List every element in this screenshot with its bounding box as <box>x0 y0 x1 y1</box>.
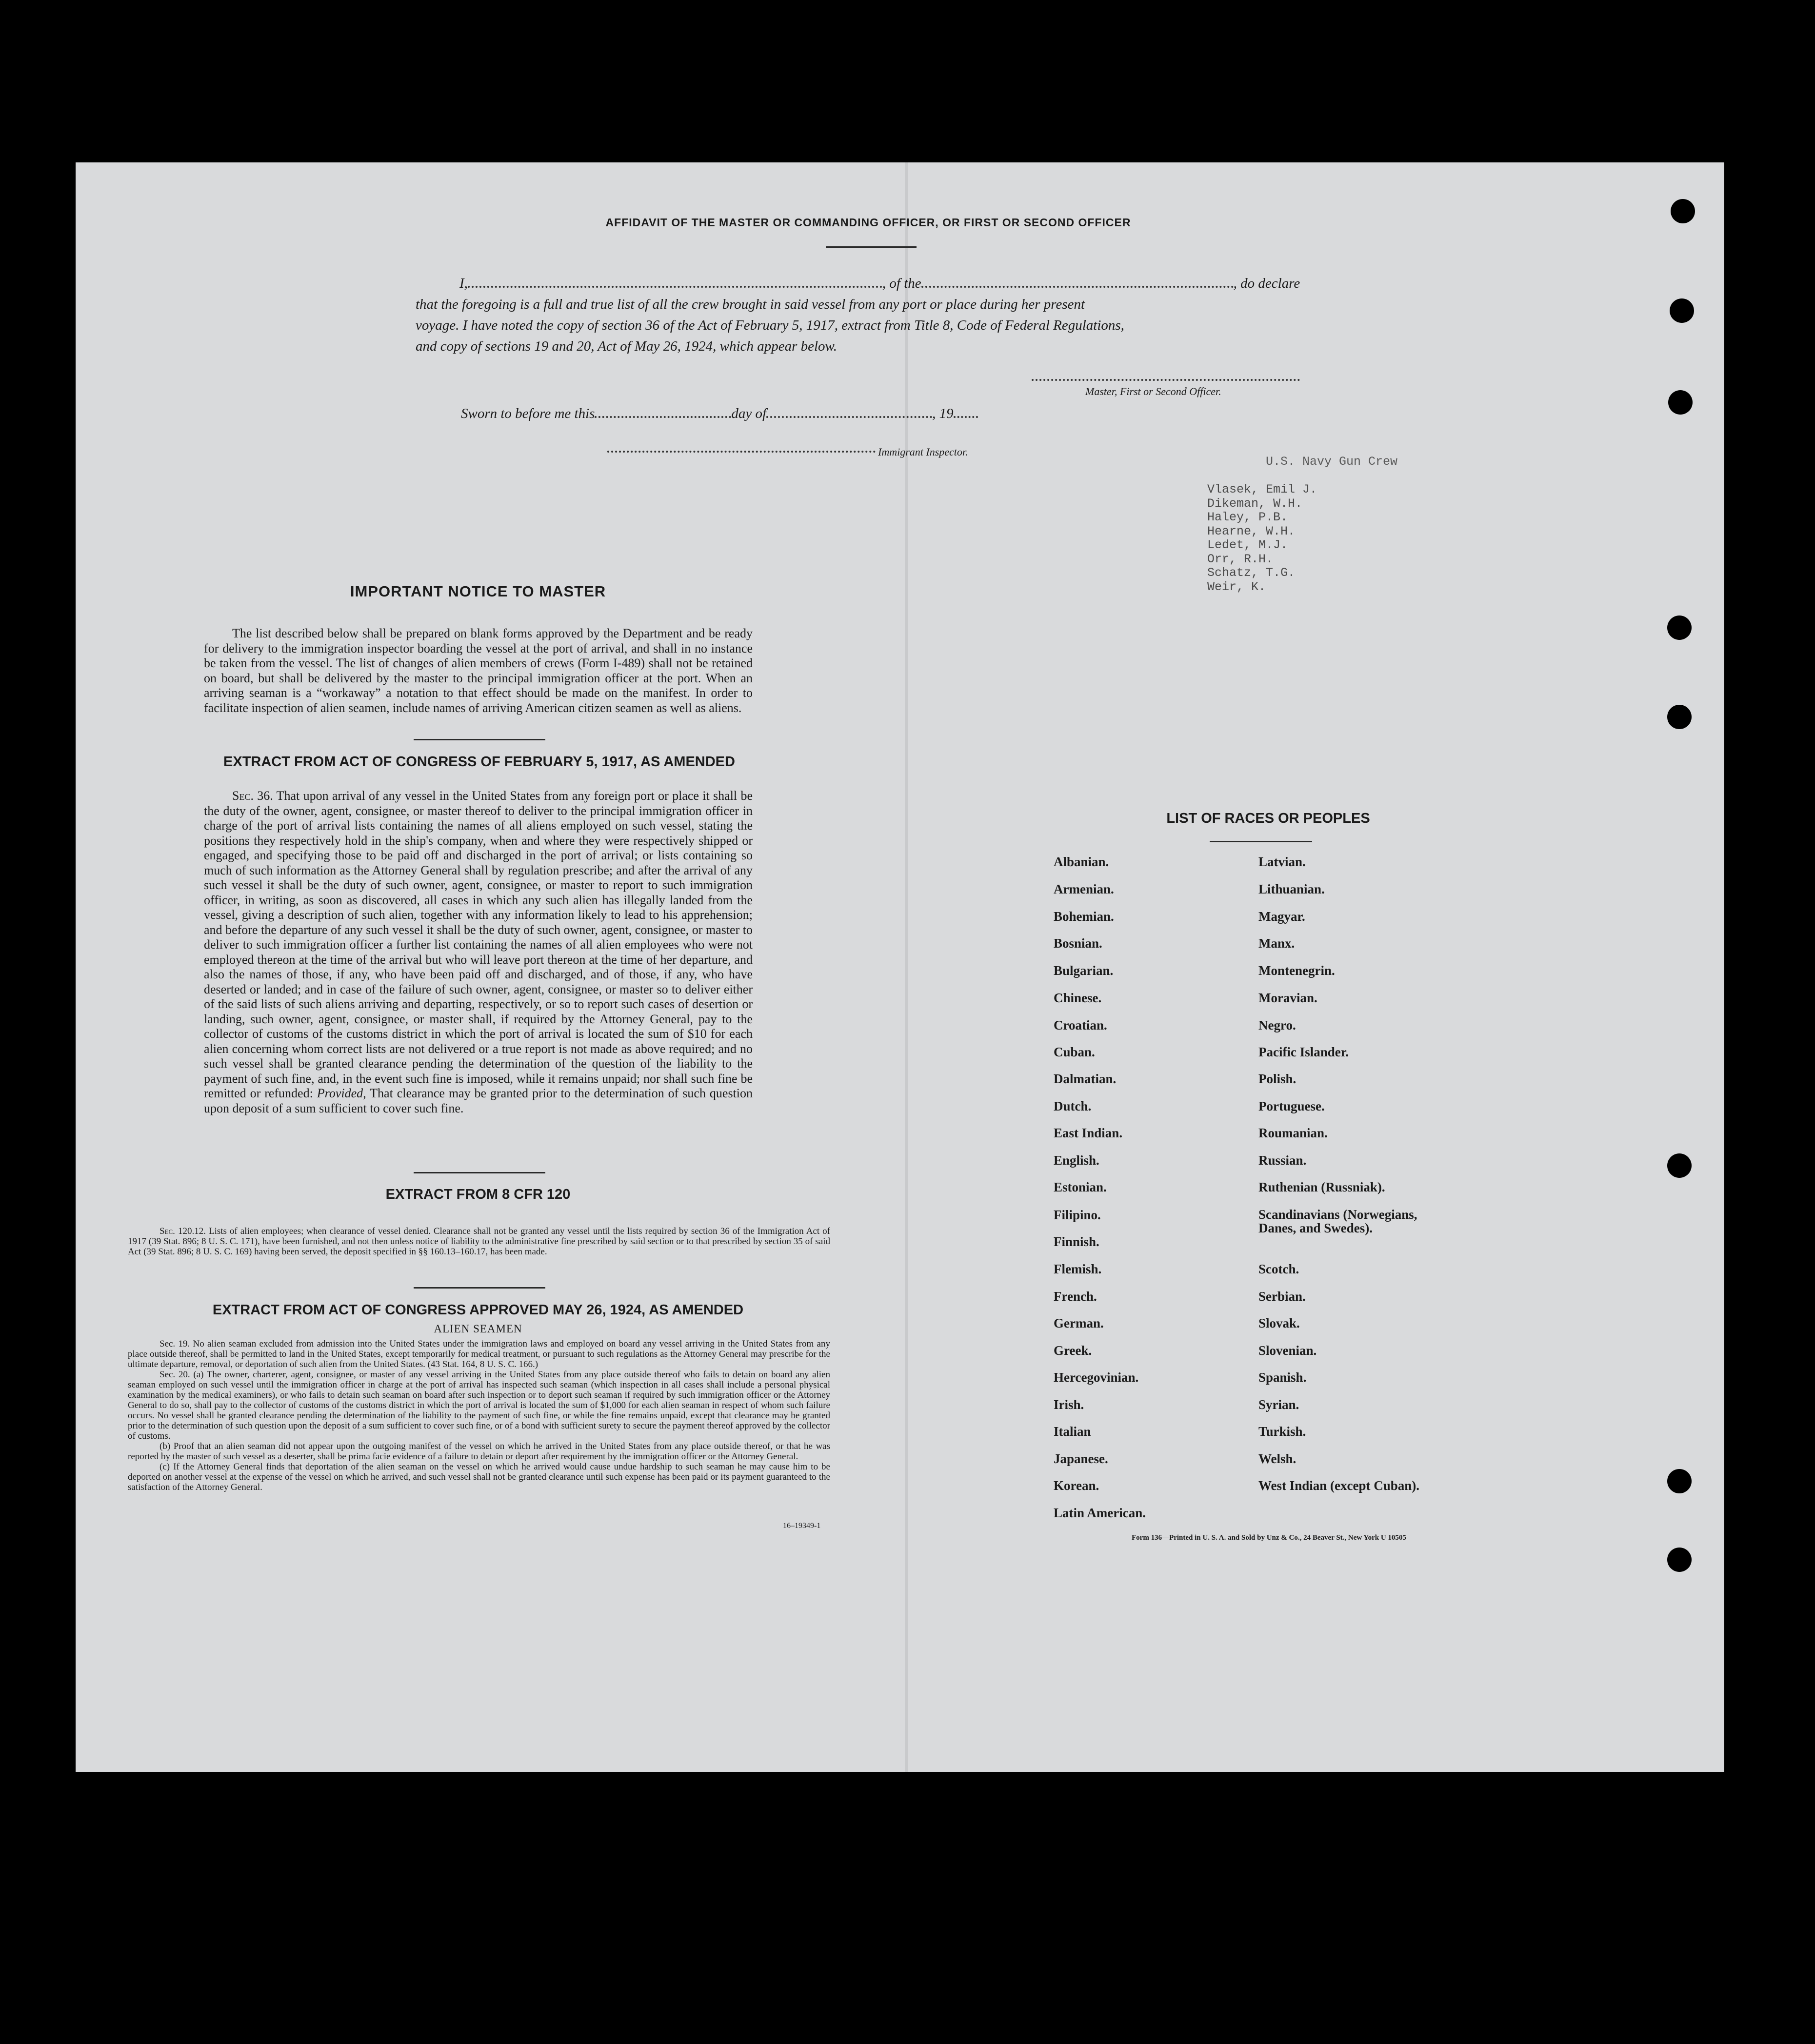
crew-heading: U.S. Navy Gun Crew <box>1266 455 1398 469</box>
race-item: Slovenian. <box>1258 1343 1317 1358</box>
race-item: Hercegovinian. <box>1054 1370 1139 1385</box>
race-item: Bulgarian. <box>1054 963 1114 978</box>
crew-name: Vlasek, Emil J. <box>1207 482 1317 496</box>
crew-name: Dikeman, W.H. <box>1207 496 1303 511</box>
sec36-label: Sec. 36. <box>232 789 273 803</box>
race-item: Japanese. <box>1054 1451 1108 1466</box>
race-item: Slovak. <box>1258 1316 1300 1330</box>
race-item: Lithuanian. <box>1258 882 1325 896</box>
race-item: Flemish. <box>1054 1262 1102 1276</box>
sworn-label: Sworn to before me this <box>461 406 595 421</box>
sec20a-paragraph: Sec. 20. (a) The owner, charterer, agent, consignee, or master of any vessel arriving in the United States from any place outside thereof who fails to detain on board any alien seaman employed on such vessel until the immigration officer in charge at the port of arrival has inspected such seaman (which inspection in all cases shall include a personal physical examination by the medical examiners), or who fails to detain such seaman on board after such inspection or to deport such seaman if required by such immigration officer or the Attorney General to do so, shall pay to the collector of customs of the customs district in which the port of arrival is located the sum of $1,000 for each alien seaman in respect of whom such failure occurs. No vessel shall be granted clearance pending the determination of the liability to the payment of such fine, or while the fine remains unpaid, except that clearance may be granted prior to the determination of such question upon the deposit of a sum sufficient to cover such fine, or of a bond with sufficient surety to secure the payment thereof approved by the collector of customs. <box>128 1369 830 1441</box>
race-item: Turkish. <box>1258 1424 1306 1439</box>
extract1924-heading: EXTRACT FROM ACT OF CONGRESS APPROVED MAY 26, 1924, AS AMENDED <box>212 1302 744 1318</box>
race-item: Montenegrin. <box>1258 963 1335 978</box>
races-heading: LIST OF RACES OR PEOPLES <box>1166 811 1370 826</box>
extract1924-body <box>128 1339 830 1492</box>
race-item: Serbian. <box>1258 1289 1306 1304</box>
affidavit-line-4: and copy of sections 19 and 20, Act of May 26, 1924, which appear below. <box>416 338 837 354</box>
sec20c-paragraph: (c) If the Attorney General finds that deportation of the alien seaman on the vessel on which he arrived would cause undue hardship to such seaman he may cause him to be deported on another vessel at the expense of the vessel on which he arrived, and such vessel shall not be granted clearance until such expense has been paid or its payment guaranteed to the satisfaction of the Attorney General. <box>128 1462 830 1492</box>
crew-name: Haley, P.B. <box>1207 510 1288 524</box>
sec20b-paragraph: (b) Proof that an alien seaman did not appear upon the outgoing manifest of the vessel on which he arrived in the United States from any place outside thereof, or that he was reported by the master of such vessel as a deserter, shall be prima facie evidence of a failure to detain or deport after requirement by the immigration officer or the Attorney General. <box>128 1441 830 1462</box>
race-item: Bosnian. <box>1054 936 1102 951</box>
extract1917-heading: EXTRACT FROM ACT OF CONGRESS OF FEBRUARY 5, 1917, AS AMENDED <box>223 754 735 770</box>
fold-line <box>905 162 908 1772</box>
race-item: West Indian (except Cuban). <box>1258 1478 1420 1493</box>
proviso-label: Provided, <box>317 1086 366 1100</box>
race-item: Spanish. <box>1258 1370 1307 1385</box>
race-item: Dalmatian. <box>1054 1072 1117 1086</box>
section-rule <box>414 1172 545 1173</box>
race-item: Filipino. <box>1054 1208 1101 1222</box>
punch-hole <box>1667 1153 1692 1178</box>
race-item: Roumanian. <box>1258 1126 1328 1140</box>
cfr-sec-label: Sec. 120.12. <box>160 1226 206 1236</box>
punch-hole <box>1671 199 1695 223</box>
race-item: Dutch. <box>1054 1099 1092 1113</box>
race-item: English. <box>1054 1153 1099 1168</box>
race-item: Magyar. <box>1258 909 1305 924</box>
race-item: Estonian. <box>1054 1180 1107 1194</box>
race-item: Ruthenian (Russniak). <box>1258 1180 1385 1194</box>
race-item: Scandinavians (Norwegians, Danes, and Swedes). <box>1258 1207 1417 1235</box>
affidavit-block <box>416 273 1333 357</box>
race-item: Latin American. <box>1054 1506 1146 1520</box>
race-item: Latvian. <box>1258 854 1306 869</box>
vessel-name-blank <box>921 286 1234 288</box>
race-item: Chinese. <box>1054 991 1102 1005</box>
race-item: French. <box>1054 1289 1097 1304</box>
section-rule <box>414 1287 545 1289</box>
master-signature-blank <box>1032 379 1300 381</box>
race-item: Negro. <box>1258 1018 1296 1032</box>
race-item: Portuguese. <box>1258 1099 1325 1113</box>
master-caption: Master, First or Second Officer. <box>1085 385 1221 397</box>
race-item: Manx. <box>1258 936 1295 951</box>
of-the-label: , of the <box>882 276 921 291</box>
form-code: 16–19349-1 <box>783 1522 821 1530</box>
proviso-text: That clearance may be granted prior to the determination of such question upon deposit of a sum sufficient to cover such fine. <box>204 1086 753 1115</box>
sworn-line <box>461 406 978 422</box>
sworn-day-blank <box>595 416 731 418</box>
race-item: Korean. <box>1054 1478 1099 1493</box>
race-item: Cuban. <box>1054 1045 1095 1059</box>
punch-hole <box>1667 1548 1692 1572</box>
extract1917-body <box>204 789 753 1116</box>
do-declare-label: , do declare <box>1233 276 1300 291</box>
affidavit-heading: AFFIDAVIT OF THE MASTER OR COMMANDING OFFICER, OR FIRST OR SECOND OFFICER <box>605 216 1131 229</box>
race-item: Russian. <box>1258 1153 1307 1168</box>
notice-heading: IMPORTANT NOTICE TO MASTER <box>350 583 606 600</box>
race-item: Bohemian. <box>1054 909 1114 924</box>
extract1924-subheading: ALIEN SEAMEN <box>434 1323 522 1335</box>
heading-rule <box>826 246 917 248</box>
section-rule <box>414 739 545 740</box>
cfr-body <box>128 1226 830 1257</box>
sworn-year-blank <box>954 416 978 418</box>
notice-body: The list described below shall be prepared on blank forms approved by the Department and be ready for delivery to the immigration inspector boarding the vessel at the port of arrival, and shall in no instance be taken from the vessel. The list of changes of alien members of crews (Form I-489) shall not be retained on board, but shall be delivered by the master to the principal immigration officer at the port. When an arriving seaman is a “workaway” a notation to that effect should be made on the manifest. In order to facilitate inspection of alien seamen, include names of arriving American citizen seamen as well as aliens. <box>204 626 753 715</box>
race-item: Syrian. <box>1258 1397 1299 1412</box>
punch-hole <box>1667 1469 1692 1493</box>
cfr-heading: EXTRACT FROM 8 CFR 120 <box>385 1187 571 1202</box>
punch-hole <box>1667 615 1692 640</box>
crew-name: Orr, R.H. <box>1207 552 1274 566</box>
punch-hole <box>1670 298 1694 323</box>
race-item: Moravian. <box>1258 991 1317 1005</box>
cfr-text: Lists of alien employees; when clearance of vessel denied. Clearance shall not be granted any vessel until the lists required by section 36 of the Immigration Act of 1917 (39 Stat. 896; 8 U. S. C. 171), have been furnished, and not then unless notice of liability to the administrative fine prescribed by said section or to that prescribed by section 35 of said Act (39 Stat. 896; 8 U. S. C. 169) having been served, the deposit specified in §§ 160.13–160.17, has been made. <box>128 1226 830 1257</box>
affidavit-line-2: that the foregoing is a full and true list of all the crew brought in said vessel from any port or place during her present <box>416 297 1085 312</box>
affidavit-line-3: voyage. I have noted the copy of section 36 of the Act of February 5, 1917, extract from Title 8, Code of Federal Regulations, <box>416 318 1124 333</box>
printer-imprint: Form 136—Printed in U. S. A. and Sold by Unz & Co., 24 Beaver St., New York U 10505 <box>1132 1534 1406 1542</box>
race-item: Finnish. <box>1054 1234 1099 1249</box>
inspector-signature-blank <box>607 451 876 453</box>
race-item: Albanian. <box>1054 854 1109 869</box>
year-label: , 19 <box>932 406 954 421</box>
affidavit-line-1 <box>416 273 1333 294</box>
crew-name: Ledet, M.J. <box>1207 538 1288 552</box>
race-item: Armenian. <box>1054 882 1114 896</box>
crew-list <box>1207 483 1317 594</box>
race-item: German. <box>1054 1316 1104 1330</box>
punch-hole <box>1668 390 1693 415</box>
race-item: Scotch. <box>1258 1262 1299 1276</box>
race-item: Greek. <box>1054 1343 1092 1358</box>
race-item: Irish. <box>1054 1397 1084 1412</box>
sec36-text: That upon arrival of any vessel in the United States from any foreign port or place it shall be the duty of the owner, agent, consignee, or master thereof to deliver to the principal immigration officer in charge of the port of arrival lists containing the names of all aliens employed on such vessel, stating the positions they respectively hold in the ship's company, when and where they were respectively shipped or engaged, and specifying those to be paid off and discharged in the port of arrival; or lists containing so much of such information as the Attorney General shall by regulation prescribe; and after the arrival of any such vessel it shall be the duty of such owner, agent, consignee, or master to report to such immigration officer, in writing, as soon as discovered, all cases in which any such alien has illegally landed from the vessel, giving a description of such alien, together with any information likely to lead to his apprehension; and before the departure of any such vessel it shall be the duty of such owner, agent, consignee, or master to deliver to such immigration officer a further list containing the names of all alien employees who were not employed thereon at the time of the arrival but who will leave port thereon at the time of her departure, and also the names of those, if any, who have been paid off and discharged, and of those, if any, who have deserted or landed; and in case of the failure of such owner, agent, consignee, or master so to deliver either of the said lists of such aliens arriving and departing, respectively, or so to report such cases of desertion or landing, such owner, agent, consignee, or master shall, if required by the Attorney General, pay to the collector of customs of the customs district in which the port of arrival is located the sum of $10 for each alien concerning whom correct lists are not delivered or a true report is not made as above required; and no such vessel shall be granted clearance pending the determination of the question of the liability to the payment of such fine, and, in the event such fine is imposed, while it remains unpaid; nor shall such fine be remitted or refunded: <box>204 789 753 1100</box>
punch-hole <box>1667 705 1692 729</box>
officer-name-blank <box>468 286 882 288</box>
day-of-label: day of <box>731 406 767 421</box>
race-item: Italian <box>1054 1424 1091 1439</box>
sworn-month-blank <box>766 416 932 418</box>
sec19-paragraph: Sec. 19. No alien seaman excluded from admission into the United States under the immigration laws and employed on board any vessel arriving in the United States from any place outside thereof, shall be permitted to land in the United States, except temporarily for medical treatment, or pursuant to such regulations as the Attorney General may prescribe for the ultimate departure, removal, or deportation of such alien from the United States. (43 Stat. 164, 8 U. S. C. 166.) <box>128 1339 830 1369</box>
race-item: East Indian. <box>1054 1126 1123 1140</box>
races-rule <box>1210 841 1312 842</box>
crew-name: Schatz, T.G. <box>1207 566 1296 580</box>
race-item: Pacific Islander. <box>1258 1045 1349 1059</box>
inspector-caption: Immigrant Inspector. <box>878 446 968 458</box>
race-item: Polish. <box>1258 1072 1296 1086</box>
race-item: Croatian. <box>1054 1018 1107 1032</box>
crew-name: Weir, K. <box>1207 579 1266 594</box>
crew-name: Hearne, W.H. <box>1207 524 1296 538</box>
race-item: Welsh. <box>1258 1451 1296 1466</box>
i-label: I, <box>459 276 468 291</box>
